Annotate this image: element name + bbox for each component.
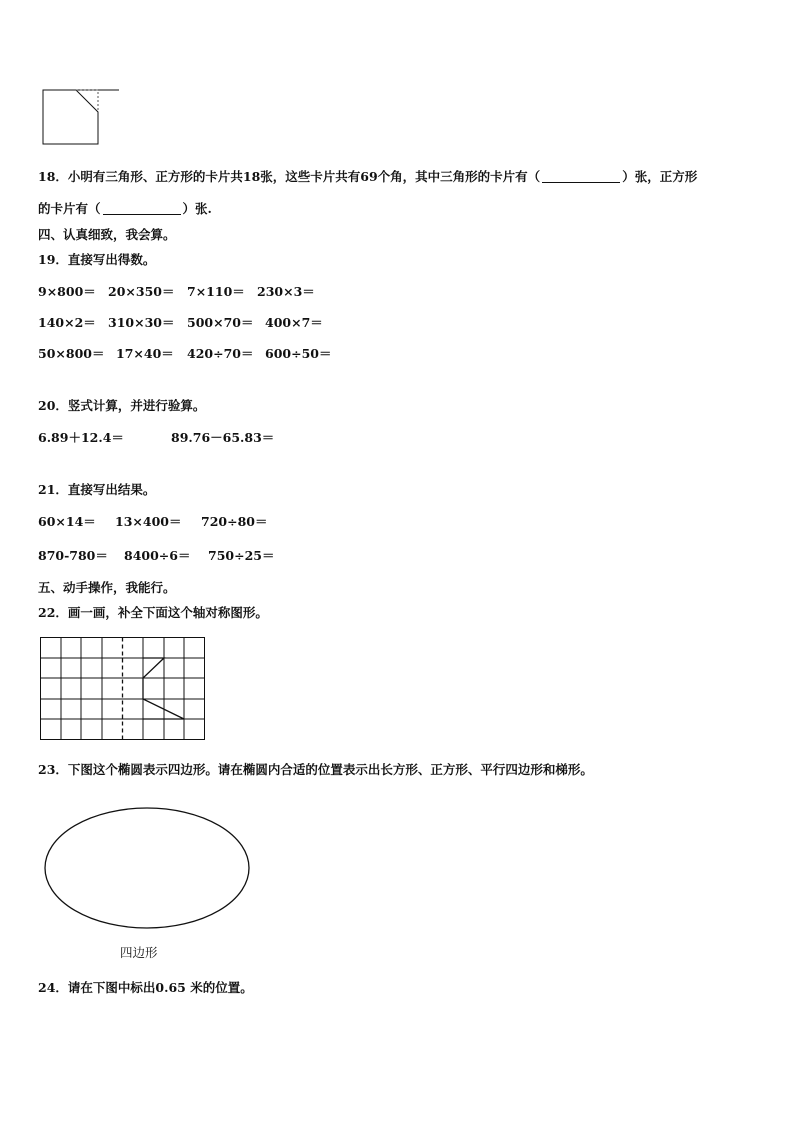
- quadrilateral-ellipse[interactable]: [44, 807, 250, 929]
- q20-item: 89.76－65.83＝: [171, 430, 275, 445]
- symmetry-grid[interactable]: [40, 637, 206, 741]
- q19-item: 230×3＝: [257, 284, 315, 299]
- q18-text-c: 的卡片有（: [38, 201, 101, 216]
- q19-item: 9×800＝: [38, 284, 96, 299]
- q21-item: 870-780＝: [38, 548, 108, 563]
- q18-text-d: ）张.: [182, 201, 212, 216]
- section-4-heading: 四、认真细致，我会算。: [38, 227, 176, 242]
- ellipse-label: 四边形: [120, 945, 158, 960]
- q19-row-3: [38, 344, 331, 362]
- q23-title: 23．下图这个椭圆表示四边形。请在椭圆内合适的位置表示出长方形、正方形、平行四边形和梯形。: [38, 762, 593, 777]
- q18-line2: [38, 199, 212, 217]
- q19-item: 420÷70＝: [187, 346, 254, 361]
- q19-title: 19．直接写出得数。: [38, 252, 156, 267]
- q18-triangle-blank[interactable]: [542, 170, 620, 183]
- q18-square-blank[interactable]: [103, 202, 181, 215]
- q19-item: 7×110＝: [187, 284, 245, 299]
- q19-row-1: [38, 282, 315, 300]
- q19-item: 20×350＝: [108, 284, 175, 299]
- q18-text-a: 18．小明有三角形、正方形的卡片共18张，这些卡片共有69个角，其中三角形的卡片有（: [38, 169, 541, 184]
- q19-item: 600÷50＝: [265, 346, 332, 361]
- q21-item: 8400÷6＝: [124, 548, 191, 563]
- q21-item: 60×14＝: [38, 514, 96, 529]
- q21-row-2: [38, 546, 274, 564]
- section-5-heading: 五、动手操作，我能行。: [38, 580, 176, 595]
- q21-title: 21．直接写出结果。: [38, 482, 156, 497]
- q24-title: 24．请在下图中标出0.65 米的位置。: [38, 980, 253, 995]
- q21-row-1: [38, 512, 267, 530]
- q22-title: 22．画一画，补全下面这个轴对称图形。: [38, 605, 268, 620]
- q18-text-b: ）张，正方形: [622, 169, 698, 184]
- q20-row: [38, 428, 274, 446]
- q21-item: 750÷25＝: [208, 548, 275, 563]
- q20-item: 6.89＋12.4＝: [38, 430, 124, 445]
- q19-item: 17×40＝: [116, 346, 174, 361]
- q19-item: 500×70＝: [187, 315, 254, 330]
- q20-title: 20．竖式计算，并进行验算。: [38, 398, 206, 413]
- q19-item: 140×2＝: [38, 315, 96, 330]
- q19-item: 310×30＝: [108, 315, 175, 330]
- q19-item: 400×7＝: [265, 315, 323, 330]
- q21-item: 13×400＝: [115, 514, 182, 529]
- q18-line1: [38, 167, 697, 185]
- q21-item: 720÷80＝: [201, 514, 268, 529]
- q19-item: 50×800＝: [38, 346, 105, 361]
- q19-row-2: [38, 313, 323, 331]
- folded-square-figure: [42, 89, 100, 145]
